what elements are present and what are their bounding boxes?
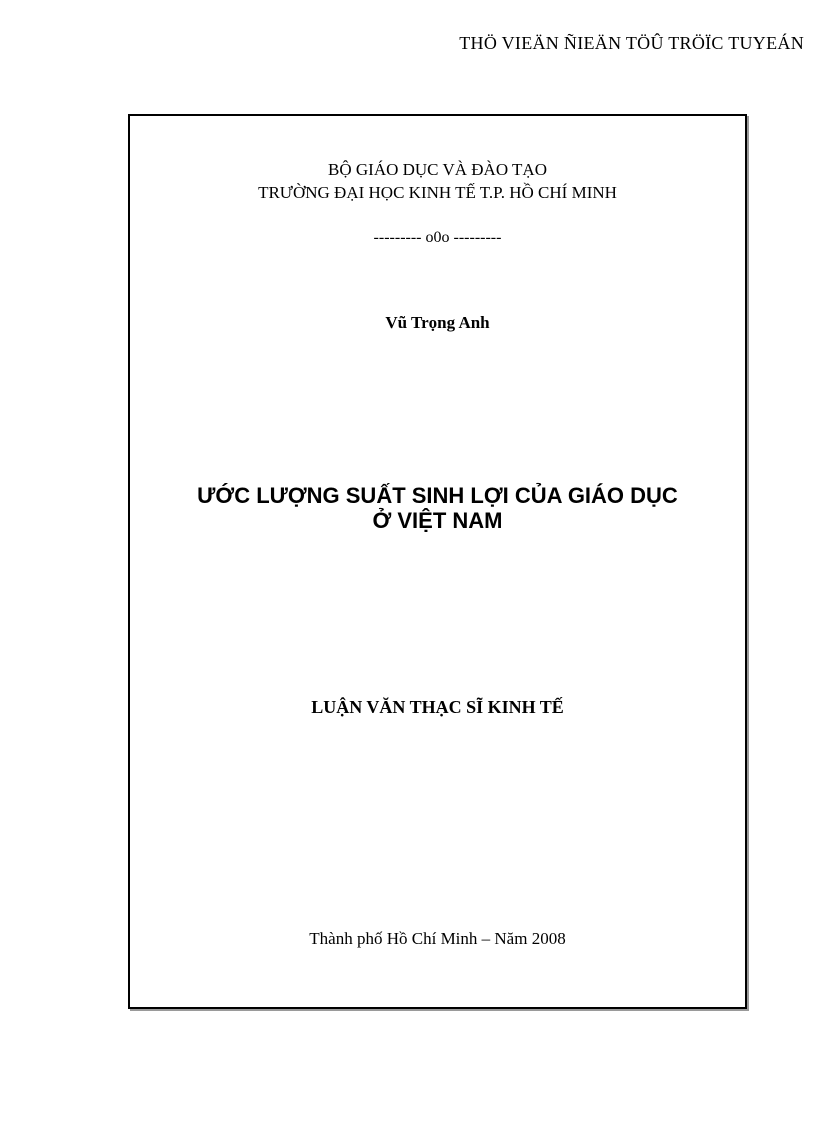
thesis-title-line-2: Ở VIỆT NAM	[372, 508, 503, 533]
cover-frame	[128, 114, 747, 1009]
ministry-name: BỘ GIÁO DỤC VÀ ĐÀO TẠO	[328, 160, 547, 179]
decorative-separator: --------- o0o ---------	[373, 229, 502, 246]
library-header-note: THÖ VIEÄN ÑIEÄN TÖÛ TRÖÏC TUYEÁN	[459, 33, 804, 53]
place-and-year: Thành phố Hồ Chí Minh – Năm 2008	[309, 929, 566, 948]
author-name: Vũ Trọng Anh	[385, 313, 490, 332]
degree-type: LUẬN VĂN THẠC SĨ KINH TẾ	[311, 697, 564, 717]
university-name: TRƯỜNG ĐẠI HỌC KINH TẾ T.P. HỒ CHÍ MINH	[258, 183, 617, 202]
thesis-title-line-1: ƯỚC LƯỢNG SUẤT SINH LỢI CỦA GIÁO DỤC	[197, 483, 678, 508]
thesis-title	[130, 483, 745, 533]
